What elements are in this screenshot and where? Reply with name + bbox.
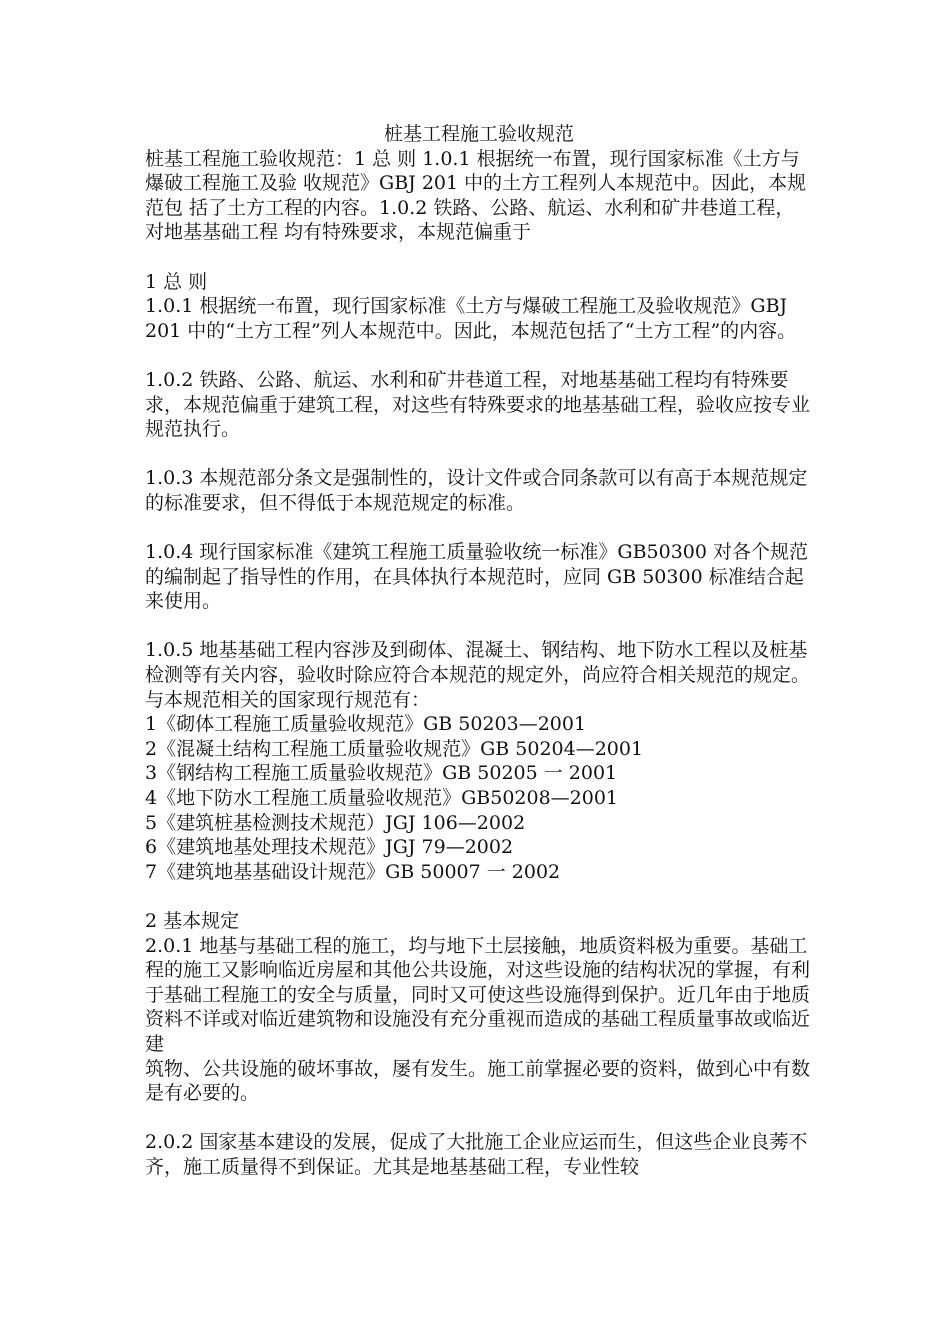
list-item: 3《钢结构工程施工质量验收规范》GB 50205 一 2001 xyxy=(145,762,618,785)
paragraph-gap xyxy=(145,442,813,467)
paragraph-gap xyxy=(145,245,813,270)
document-title: 桩基工程施工验收规范 xyxy=(383,123,574,145)
list-item: 1《砌体工程施工质量验收规范》GB 50203—2001 xyxy=(145,713,587,736)
section-1-heading: 1 总 则 xyxy=(145,270,208,293)
list-item: 4《地下防水工程施工质量验收规范》GB50208—2001 xyxy=(145,787,619,810)
paragraph-gap xyxy=(145,614,813,639)
clause-1-0-3: 1.0.3 本规范部分条文是强制性的，设计文件或合同条款可以有高于本规范规定的标准要求，但不得低于本规范规定的标准。 xyxy=(145,467,808,514)
clause-1-0-4: 1.0.4 现行国家标准《建筑工程施工质量验收统一标准》GB50300 对各个规范的编制起了指导性的作用，在具体执行本规范时，应同 GB 50300 标准结合起来使用。 xyxy=(145,541,809,613)
list-item: 5《建筑桩基检测技术规范）JGJ 106—2002 xyxy=(145,811,526,834)
section-2-heading: 2 基本规定 xyxy=(145,910,240,932)
document-body xyxy=(145,122,813,1180)
clause-1-0-2: 1.0.2 铁路、公路、航运、水利和矿井巷道工程，对地基基础工程均有特殊要求，本规范偏重于建筑工程，对这些有特殊要求的地基基础工程，验收应按专业规范执行。 xyxy=(145,368,811,441)
list-item: 7《建筑地基基础设计规范》GB 50007 一 2002 xyxy=(145,860,561,883)
paragraph-gap xyxy=(145,1106,813,1131)
paragraph-gap xyxy=(145,516,813,541)
summary-paragraph: 桩基工程施工验收规范：1 总 则 1.0.1 根据统一布置，现行国家标准《土方与爆破工程施工及验 收规范》GBJ 201 中的土方工程列人本规范中。因此，本规范包 括了土方工程的内容。1.0.2 铁路、公路、航运、水利和矿井巷道工程，对地基基础工程 均有特殊要求，本规范偏重于 xyxy=(145,147,807,244)
clause-2-0-2: 2.0.2 国家基本建设的发展，促成了大批施工企业应运而生，但这些企业良莠不齐，施工质量得不到保证。尤其是地基基础工程，专业性较 xyxy=(145,1131,808,1178)
paragraph-gap xyxy=(145,343,813,368)
clause-2-0-1-continued: 筑物、公共设施的破坏事故，屡有发生。施工前掌握必要的资料，做到心中有数是有必要的。 xyxy=(145,1057,811,1105)
clause-1-0-1: 1.0.1 根据统一布置，现行国家标准《土方与爆破工程施工及验收规范》GBJ 201 中的“土方工程”列人本规范中。因此，本规范包括了“土方工程”的内容。 xyxy=(145,295,797,342)
list-item: 6《建筑地基处理技术规范》JGJ 79—2002 xyxy=(145,836,514,859)
paragraph-gap xyxy=(145,884,813,909)
related-standards-list xyxy=(145,712,813,884)
list-item: 2《混凝土结构工程施工质量验收规范》GB 50204—2001 xyxy=(145,737,644,760)
clause-1-0-5: 1.0.5 地基基础工程内容涉及到砌体、混凝土、钢结构、地下防水工程以及桩基检测等有关内容，验收时除应符合本规范的规定外，尚应符合相关规范的规定。与本规范相关的国家现行规范有： xyxy=(145,639,811,711)
clause-2-0-1: 2.0.1 地基与基础工程的施工，均与地下土层接触，地质资料极为重要。基础工程的施工又影响临近房屋和其他公共设施，对这些设施的结构状况的掌握，有利于基础工程施工的安全与质量，同时又可使这些设施得到保护。近几年由于地质资料不详或对临近建筑物和设施没有充分重视而造成的基础工程质量事故或临近建 xyxy=(145,934,811,1055)
